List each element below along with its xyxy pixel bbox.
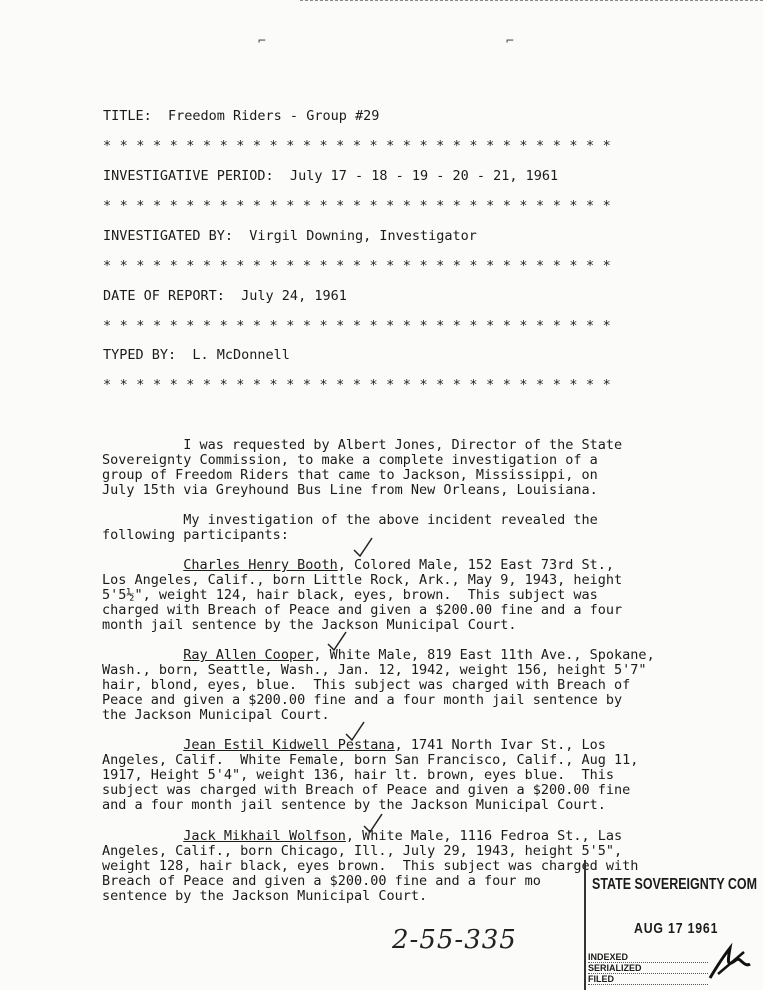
stamp-item: INDEXED	[588, 952, 708, 963]
stamp-date: AUG 17 1961	[634, 920, 719, 937]
participant-name: Charles Henry Booth	[183, 557, 338, 573]
text-line: and a four month jail sentence by the Jackson Municipal Court.	[102, 797, 606, 813]
typed-by: TYPED BY: L. McDonnell	[103, 347, 290, 363]
investigated-by: INVESTIGATED BY: Virgil Downing, Investigator	[103, 228, 477, 244]
text-line: Peace and given a $200.00 fine and a four month jail sentence by	[102, 692, 623, 708]
text-line: 5'5½", weight 124, hair black, eyes, brown. This subject was	[102, 587, 598, 603]
check-mark-icon	[344, 720, 366, 742]
text-line: Breach of Peace and given a $200.00 fine and a four mo	[102, 873, 541, 889]
investigative-period: INVESTIGATIVE PERIOD: July 17 - 18 - 19 - 20 - 21, 1961	[103, 168, 559, 184]
text-line: Angeles, Calif. White Female, born San Francisco, Calif., Aug 11,	[102, 752, 639, 768]
punch-mark: ⌐	[506, 34, 514, 49]
star-separator: * * * * * * * * * * * * * * * * * * * * * * * * * * * * * * *	[103, 198, 611, 214]
star-separator: * * * * * * * * * * * * * * * * * * * * * * * * * * * * * * *	[103, 377, 611, 393]
intro-paragraph	[102, 438, 742, 498]
text-line: subject was charged with Breach of Peace and given a $200.00 fine	[102, 782, 631, 798]
stamp-agency: STATE SOVEREIGNTY COM	[592, 876, 758, 893]
text-line: Wash., born, Seattle, Wash., Jan. 12, 1942, weight 156, height 5'7"	[102, 662, 647, 678]
text-line: 1917, Height 5'4", weight 136, hair lt. brown, eyes blue. This	[102, 767, 615, 783]
report-title: TITLE: Freedom Riders - Group #29	[103, 108, 380, 124]
received-stamp	[584, 860, 763, 990]
check-mark-icon	[362, 812, 384, 834]
text-line: the Jackson Municipal Court.	[102, 707, 330, 723]
signature-icon	[706, 938, 754, 986]
check-mark-icon	[352, 536, 374, 558]
participant-entry	[102, 738, 742, 813]
text-line: sentence by the Jackson Municipal Court.	[102, 888, 428, 904]
intro-paragraph	[102, 513, 742, 543]
text-line: weight 128, hair black, eyes brown. This subject was charged with	[102, 858, 639, 874]
participant-first-line: Jack Mikhail Wolfson, White Male, 1116 Fedroa St., Las	[183, 828, 623, 844]
star-separator: * * * * * * * * * * * * * * * * * * * * * * * * * * * * * * *	[103, 258, 611, 274]
text-line: My investigation of the above incident revealed the	[102, 512, 598, 528]
participant-name: Ray Allen Cooper	[183, 647, 314, 663]
participant-name: Jack Mikhail Wolfson	[183, 828, 346, 844]
star-separator: * * * * * * * * * * * * * * * * * * * * * * * * * * * * * * *	[103, 318, 611, 334]
text-line: Los Angeles, Calif., born Little Rock, Ark., May 9, 1943, height	[102, 572, 623, 588]
handwritten-file-number: 2-55-335	[392, 925, 517, 955]
participant-entry	[102, 648, 742, 723]
text-line: month jail sentence by the Jackson Municipal Court.	[102, 617, 517, 633]
text-line: I was requested by Albert Jones, Director of the State	[102, 437, 623, 453]
text-line: following participants:	[102, 527, 289, 543]
text-line: July 15th via Greyhound Bus Line from New Orleans, Louisiana.	[102, 482, 598, 498]
participant-first-line: Charles Henry Booth, Colored Male, 152 East 73rd St.,	[183, 557, 615, 573]
check-mark-icon	[326, 630, 348, 652]
text-line: hair, blond, eyes, blue. This subject was charged with Breach of	[102, 677, 631, 693]
participant-first-line: Ray Allen Cooper, White Male, 819 East 11th Ave., Spokane,	[183, 647, 655, 663]
participant-entry	[102, 558, 742, 633]
text-line: charged with Breach of Peace and given a $200.00 fine and a four	[102, 602, 623, 618]
star-separator: * * * * * * * * * * * * * * * * * * * * * * * * * * * * * * *	[103, 138, 611, 154]
date-of-report: DATE OF REPORT: July 24, 1961	[103, 288, 347, 304]
punch-mark: ⌐	[258, 34, 266, 49]
participant-first-line: Jean Estil Kidwell Pestana, 1741 North Ivar St., Los	[183, 737, 606, 753]
text-line: Sovereignty Commission, to make a complete investigation of a	[102, 452, 598, 468]
text-line: Angeles, Calif., born Chicago, Ill., July 29, 1943, height 5'5",	[102, 843, 623, 859]
participant-name: Jean Estil Kidwell Pestana	[183, 737, 395, 753]
top-dashed-rule	[300, 0, 763, 1]
stamp-checklist	[588, 952, 708, 985]
stamp-item: FILED	[588, 974, 708, 985]
stamp-item: SERIALIZED	[588, 963, 708, 974]
text-line: group of Freedom Riders that came to Jackson, Mississippi, on	[102, 467, 598, 483]
